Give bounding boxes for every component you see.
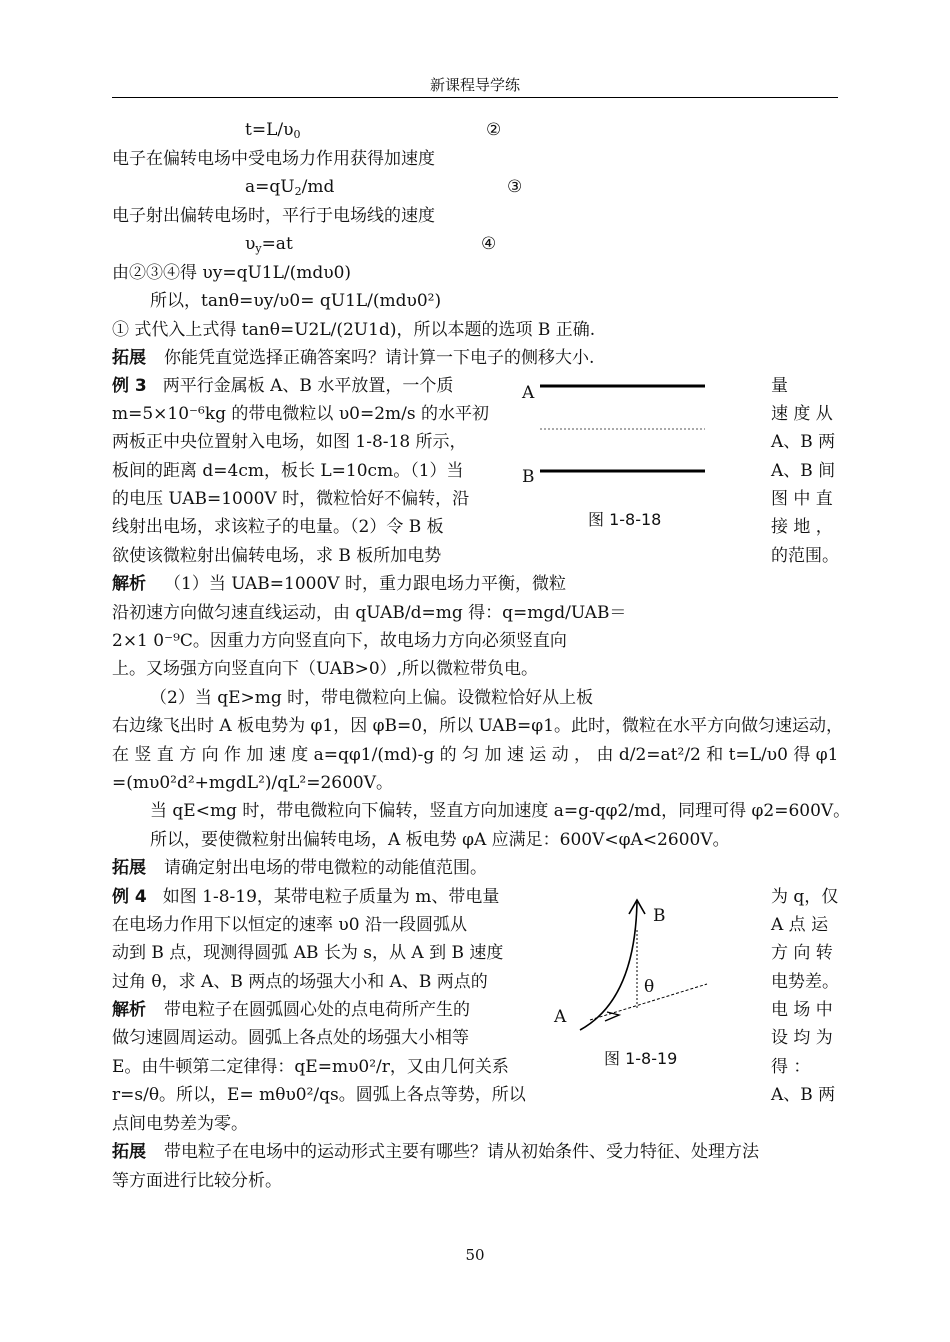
equation-subscript: 0	[293, 128, 301, 141]
text-line: 动到 B 点，现测得圆弧 AB 长为 s，从 A 到 B 速度	[112, 943, 504, 963]
text: 如图 1-8-19，某带电粒子质量为 m、带电量	[162, 887, 500, 907]
text: 带电粒子在电场中的运动形式主要有哪些？请从初始条件、受力特征、处理方法	[164, 1142, 759, 1162]
text-line: A、B 两	[771, 1085, 836, 1105]
text-line: 量	[771, 376, 788, 396]
text-line: A、B 间	[771, 461, 836, 481]
text-line: A 点 运	[771, 915, 829, 935]
text-line: 2×1 0⁻⁹C。因重力方向竖直向下，故电场力方向必须竖直向	[112, 631, 567, 651]
text-line	[112, 860, 487, 877]
arrow-a-icon	[605, 1012, 619, 1021]
angle-theta-label: θ	[644, 977, 655, 997]
text-line: 线射出电场，求该粒子的电量。（2）令 B 板	[112, 517, 444, 537]
text-line: 过角 θ，求 A、B 两点的场强大小和 A、B 两点的	[112, 972, 488, 992]
text-line: 由②③④得 υy=qU1L/(mdυ0)	[112, 263, 352, 283]
text-line: 电子射出偏转电场时，平行于电场线的速度	[112, 206, 435, 226]
figure-1-8-18	[515, 375, 715, 535]
text-line: 为 q，仅	[771, 887, 839, 907]
equation-vy	[245, 236, 293, 254]
text-line: m=5×10⁻⁶kg 的带电微粒以 υ0=2m/s 的水平初	[112, 404, 490, 424]
equation-number: ③	[507, 177, 523, 197]
text-line: E。由牛顿第二定律得：qE=mυ0²/r，又由几何关系	[112, 1057, 509, 1077]
text-line: 得 ：	[771, 1057, 811, 1077]
text-line: 电势差。	[771, 972, 839, 992]
label-solution: 解析	[112, 1000, 146, 1020]
text-line: （2）当 qE>mg 时，带电微粒向上偏。设微粒恰好从上板	[150, 688, 594, 708]
text-line	[112, 889, 499, 906]
equation-text: υ	[245, 234, 256, 254]
text-line: 等方面进行比较分析。	[112, 1171, 282, 1191]
arc-path	[580, 902, 637, 1030]
text-line	[112, 1144, 759, 1161]
text-line	[112, 1002, 470, 1019]
header-rule	[112, 97, 838, 98]
label-example-4: 例 4	[112, 887, 147, 907]
equation-subscript: 2	[294, 185, 302, 198]
text-line: 所以，要使微粒射出偏转电场，A 板电势 φA 应满足：600V<φA<2600V。	[150, 830, 730, 850]
text-line: 做匀速圆周运动。圆弧上各点处的场强大小相等	[112, 1028, 469, 1048]
equation-text: a=qU	[245, 177, 295, 197]
point-a-label: A	[554, 1007, 567, 1027]
text-line: r=s/θ。所以，E= mθυ0²/qs。圆弧上各点等势，所以	[112, 1085, 526, 1105]
text-line: A、B 两	[771, 432, 836, 452]
label-solution: 解析	[112, 574, 146, 594]
text-line: 上。又场强方向竖直向下（UAB>0）,所以微粒带负电。	[112, 659, 539, 679]
page-header: 新课程导学练	[429, 76, 520, 94]
text-line: 沿初速方向做匀速直线运动，由 qUAB/d=mg 得：q=mgd/UAB＝	[112, 603, 627, 623]
text-line: 两板正中央位置射入电场，如图 1-8-18 所示，	[112, 432, 467, 452]
point-b-label: B	[653, 906, 666, 926]
text-line: 在 竖 直 方 向 作 加 速 度 a=qφ1/(md)-g 的 匀 加 速 运 动 ， 由 d/2=at²/2 和 t=L/υ0 得 φ1	[112, 745, 839, 765]
figure-1-8-19	[545, 890, 755, 1080]
text-line: 点间电势差为零。	[112, 1114, 248, 1134]
equation-subscript: y	[255, 242, 262, 255]
label-example-3: 例 3	[112, 376, 147, 396]
figure-caption: 图 1-8-18	[588, 510, 662, 529]
text-line: 板间的距离 d=4cm，板长 L=10cm。（1）当	[112, 461, 464, 481]
equation-number: ②	[486, 120, 502, 140]
equation-number: ④	[481, 234, 497, 254]
text-line: 电子在偏转电场中受电场力作用获得加速度	[112, 149, 435, 169]
text-line	[112, 576, 566, 593]
text-line: 方 向 转	[771, 943, 833, 963]
page-number: 50	[465, 1246, 485, 1264]
text-line: 接 地 ，	[771, 517, 833, 537]
label-extension: 拓展	[112, 858, 146, 878]
text-line: 设 均 为	[771, 1028, 833, 1048]
equation-a	[245, 179, 334, 197]
equation-t	[245, 122, 300, 140]
text-line: 速 度 从	[771, 404, 833, 424]
text-line: ① 式代入上式得 tanθ=U2L/(2U1d)，所以本题的选项 B 正确.	[112, 320, 596, 340]
equation-text: t=L/υ	[245, 120, 294, 140]
text-line	[112, 378, 453, 395]
text-line: 欲使该微粒射出偏转电场，求 B 板所加电势	[112, 546, 442, 566]
plate-b-label: B	[522, 467, 535, 487]
equation-text: =at	[261, 234, 293, 254]
figure-caption: 图 1-8-19	[604, 1049, 678, 1068]
equation-text: /md	[301, 177, 335, 197]
label-extension: 拓展	[112, 1142, 146, 1162]
text: 带电粒子在圆弧圆心处的点电荷所产生的	[164, 1000, 470, 1020]
text-line	[112, 350, 594, 367]
plate-a-label: A	[522, 383, 535, 403]
text: 请确定射出电场的带电微粒的动能值范围。	[164, 858, 487, 878]
text-line: 右边缘飞出时 A 板电势为 φ1，因 φB=0，所以 UAB=φ1。此时，微粒在水平方向做匀速运动，	[112, 716, 844, 736]
text-line: 图 中 直	[771, 489, 833, 509]
text: 你能凭直觉选择正确答案吗？请计算一下电子的侧移大小.	[164, 348, 595, 368]
text: 两平行金属板 A、B 水平放置，一个质	[162, 376, 454, 396]
text-line: 当 qE<mg 时，带电微粒向下偏转，竖直方向加速度 a=g-qφ2/md，同理可得 φ2=600V。	[150, 801, 851, 821]
text-line: 的电压 UAB=1000V 时，微粒恰好不偏转，沿	[112, 489, 470, 509]
label-extension: 拓展	[112, 348, 146, 368]
text-line: 在电场力作用下以恒定的速率 υ0 沿一段圆弧从	[112, 915, 467, 935]
text-line: 的范围。	[771, 546, 839, 566]
text-line: 所以，tanθ=υy/υ0= qU1L/(mdυ0²)	[150, 291, 442, 311]
text: （1）当 UAB=1000V 时，重力跟电场力平衡，微粒	[164, 574, 566, 594]
text-line: 电 场 中	[771, 1000, 833, 1020]
text-line: =(mυ0²d²+mgdL²)/qL²=2600V。	[112, 773, 394, 793]
